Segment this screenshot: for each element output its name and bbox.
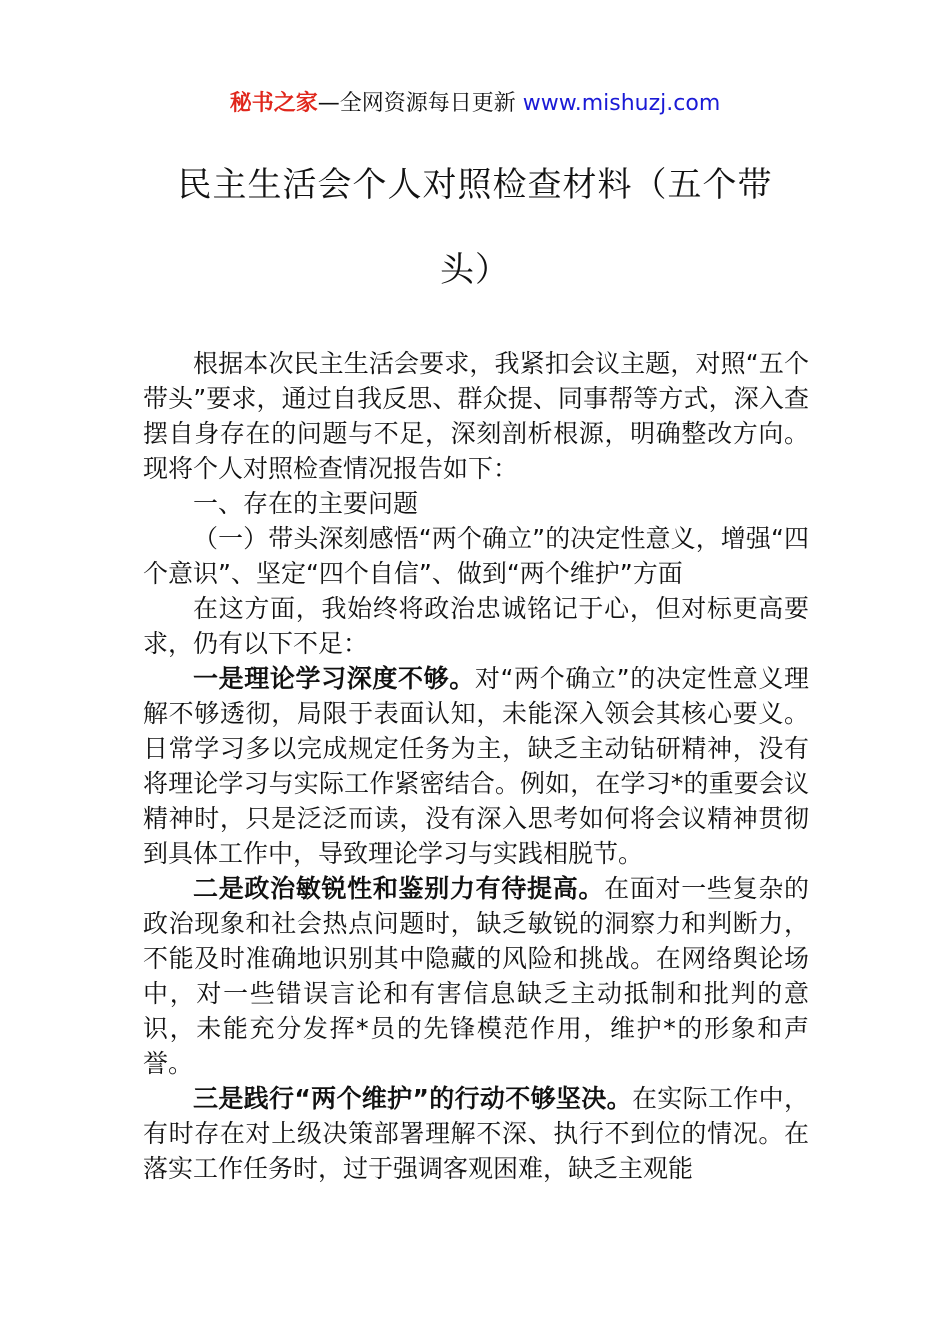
document-title — [150, 162, 800, 294]
title-line-2: 头） — [440, 250, 510, 290]
problem-item-1-text: 对“两个确立”的决定性意义理解不够透彻，局限于表面认知，未能深入领会其核心要义。日常学习多以完成规定任务为主，缺乏主动钻研精神，没有将理论学习与实际工作紧密结合。例如，在学习*的重要会议精神时，只是泛泛而读，没有深入思考如何将会议精神贯彻到具体工作中，导致理论学习与实践相脱节。 — [143, 664, 809, 868]
subsection-heading-1 — [143, 521, 809, 591]
subsection-heading-text: （一）带头深刻感悟“两个确立”的决定性意义，增强“四个意识”、坚定“四个自信”、做到“两个维护”方面 — [143, 524, 809, 588]
problem-item-2-text: 在面对一些复杂的政治现象和社会热点问题时，缺乏敏锐的洞察力和判断力，不能及时准确地识别其中隐藏的风险和挑战。在网络舆论场中，对一些错误言论和有害信息缺乏主动抵制和批判的意识，未能充分发挥*员的先锋模范作用，维护*的形象和声誉。 — [143, 874, 809, 1078]
site-slogan: —全网资源每日更新 — [317, 91, 516, 116]
site-brand: 秘书之家 — [229, 91, 318, 116]
problem-item-3 — [143, 1081, 809, 1186]
subsection-intro-text: 在这方面，我始终将政治忠诚铭记于心，但对标更高要求，仍有以下不足： — [143, 594, 809, 658]
problem-item-2-lead: 二是政治敏锐性和鉴别力有待提高。 — [193, 874, 605, 903]
section-heading-text: 一、存在的主要问题 — [193, 489, 419, 518]
subsection-intro — [143, 591, 809, 661]
intro-text: 根据本次民主生活会要求，我紧扣会议主题，对照“五个带头”要求，通过自我反思、群众提、同事帮等方式，深入查摆自身存在的问题与不足，深刻剖析根源，明确整改方向。现将个人对照检查情况报告如下： — [143, 349, 809, 483]
intro-paragraph — [143, 346, 809, 486]
problem-item-1-lead: 一是理论学习深度不够。 — [193, 664, 475, 693]
problem-item-2 — [143, 871, 809, 1081]
problem-item-1 — [143, 661, 809, 871]
site-url-link[interactable]: www.mishuzj.com — [522, 91, 721, 116]
title-line-1: 民主生活会个人对照检查材料（五个带 — [177, 165, 773, 205]
site-header — [0, 88, 950, 120]
problem-item-3-lead: 三是践行“两个维护”的行动不够坚决。 — [193, 1084, 632, 1113]
section-heading-problems — [143, 486, 809, 521]
problem-item-3-text: 在实际工作中，有时存在对上级决策部署理解不深、执行不到位的情况。在落实工作任务时，过于强调客观困难，缺乏主观能 — [143, 1084, 809, 1183]
document-body — [143, 346, 809, 1186]
